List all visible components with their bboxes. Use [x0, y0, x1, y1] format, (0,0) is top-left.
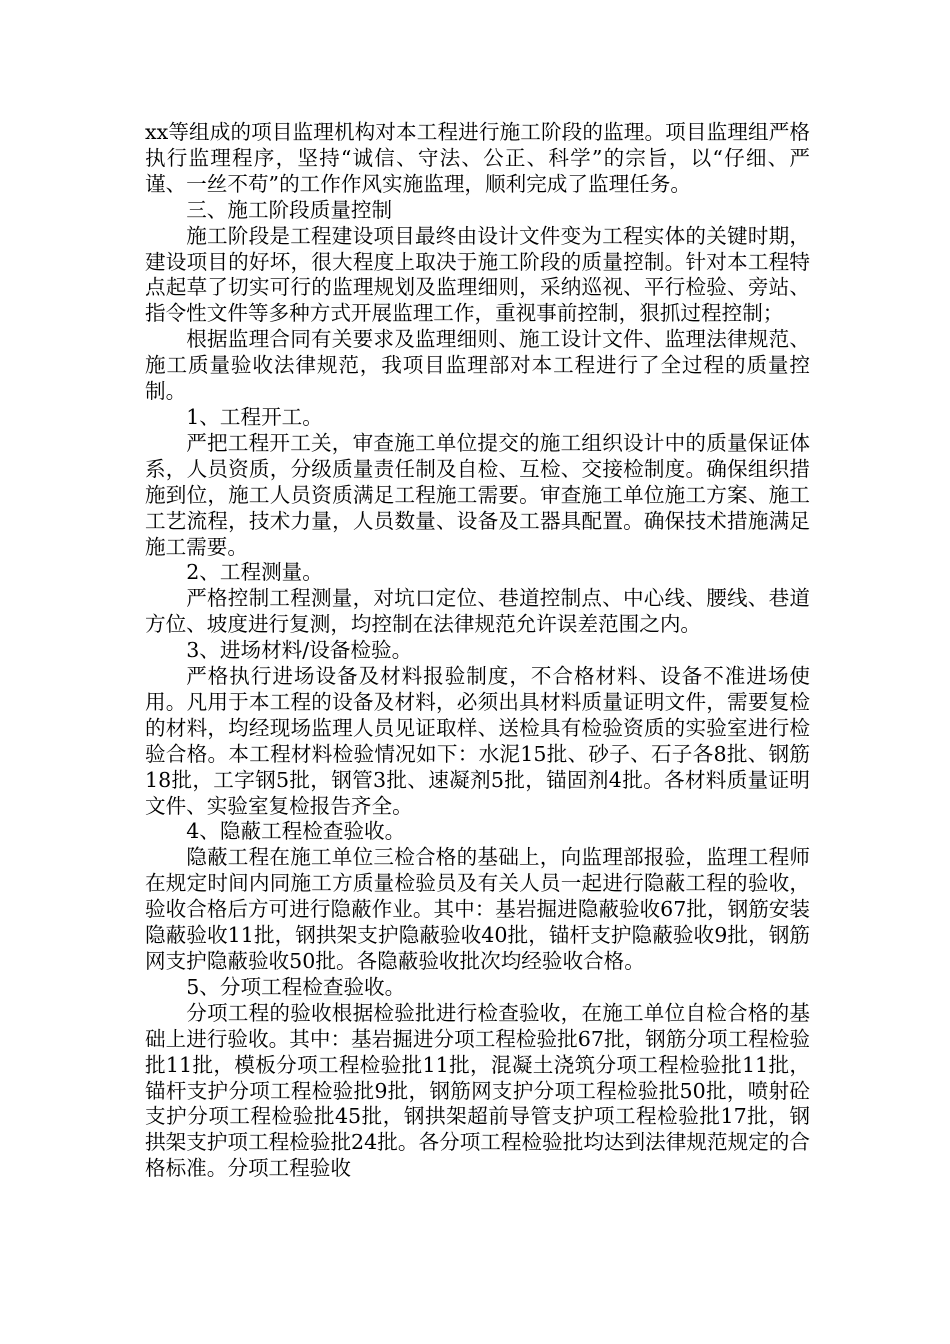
section-heading-quality-control: 三、施工阶段质量控制 — [186, 197, 393, 222]
subheading-survey: 2、工程测量。 — [186, 560, 323, 585]
paragraph-sub-item-acceptance: 分项工程的验收根据检验批进行检查验收，在施工单位自检合格的基础上进行验收。其中：基岩掘进分项工程检验批67批，钢筋分项工程检验批11批，模板分项工程检验批11批，混凝土浇筑分项工程检验批11批，锚杆支护分项工程检验批9批，钢筋网支护分项工程检验批50批，喷射砼支护分项工程检验批45批，钢拱架超前导管支护项工程检验批17批，钢拱架支护项工程检验批24批。各分项工程检验批均达到法律规范规定的合格标准。分项工程验收 — [145, 1000, 810, 1181]
paragraph-project-start: 严把工程开工关，审查施工单位提交的施工组织设计中的质量保证体系，人员资质，分级质量责任制及自检、互检、交接检制度。确保组织措施到位，施工人员资质满足工程施工需要。审查施工单位施工方案、施工工艺流程，技术力量，人员数量、设备及工器具配置。确保技术措施满足施工需要。 — [145, 430, 810, 559]
subheading-sub-item-acceptance: 5、分项工程检查验收。 — [186, 974, 406, 999]
paragraph-materials: 严格执行进场设备及材料报验制度，不合格材料、设备不准进场使用。凡用于本工程的设备及材料，必须出具材料质量证明文件，需要复检的材料，均经现场监理人员见证取样、送检具有检验资质的实验室进行检验合格。本工程材料检验情况如下：水泥15批、砂子、石子各8批、钢筋18批，工字钢5批，钢管3批、速凝剂5批，锚固剂4批。各材料质量证明文件、实验室复检报告齐全。 — [145, 664, 810, 818]
subheading-project-start: 1、工程开工。 — [186, 404, 323, 429]
paragraph-construction-stage: 施工阶段是工程建设项目最终由设计文件变为工程实体的关键时期，建设项目的好坏，很大程度上取决于施工阶段的质量控制。针对本工程特点起草了切实可行的监理规划及监理细则，采纳巡视、平行检验、旁站、指令性文件等多种方式开展监理工作，重视事前控制，狠抓过程控制； — [145, 223, 810, 326]
subheading-materials: 3、进场材料/设备检验。 — [186, 638, 413, 663]
document-page — [145, 120, 810, 1182]
paragraph-intro: xx等组成的项目监理机构对本工程进行施工阶段的监理。项目监理组严格执行监理程序，坚持“诚信、守法、公正、科学”的宗旨，以“仔细、严谨、一丝不苟”的工作作风实施监理，顺利完成了监理任务。 — [145, 120, 810, 196]
paragraph-contract-basis: 根据监理合同有关要求及监理细则、施工设计文件、监理法律规范、施工质量验收法律规范，我项目监理部对本工程进行了全过程的质量控制。 — [145, 327, 810, 404]
subheading-concealed-works: 4、隐蔽工程检查验收。 — [186, 819, 406, 844]
paragraph-survey: 严格控制工程测量，对坑口定位、巷道控制点、中心线、腰线、巷道方位、坡度进行复测，均控制在法律规范允许误差范围之内。 — [145, 586, 810, 637]
paragraph-concealed-works: 隐蔽工程在施工单位三检合格的基础上，向监理部报验，监理工程师在规定时间内同施工方质量检验员及有关人员一起进行隐蔽工程的验收，验收合格后方可进行隐蔽作业。其中：基岩掘进隐蔽验收67批，钢筋安装隐蔽验收11批，钢拱架支护隐蔽验收40批，锚杆支护隐蔽验收9批，钢筋网支护隐蔽验收50批。各隐蔽验收批次均经验收合格。 — [145, 845, 810, 973]
